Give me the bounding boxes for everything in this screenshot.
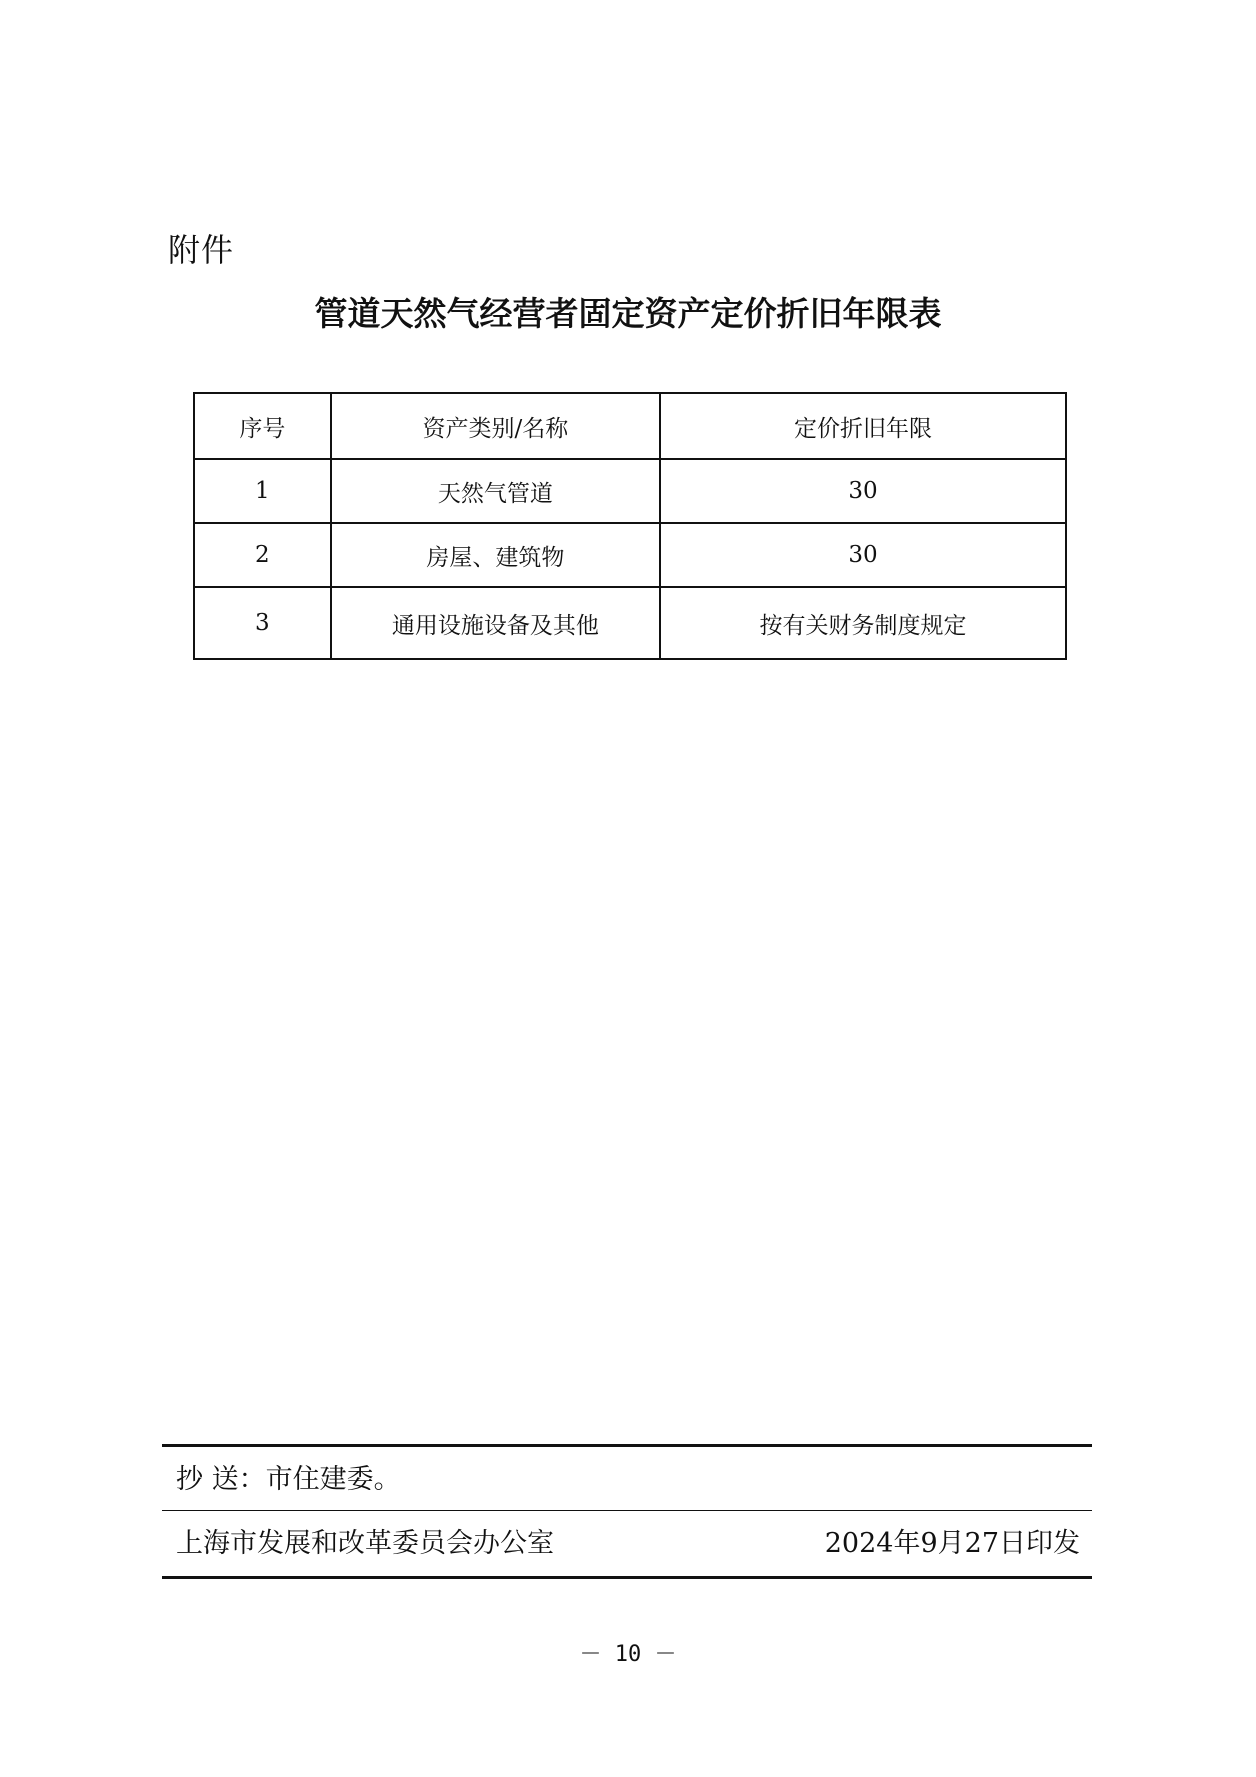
cell-serial-number: 1	[194, 459, 331, 523]
header-depreciation-years: 定价折旧年限	[660, 393, 1066, 459]
footer-rule-bottom	[162, 1576, 1092, 1579]
cell-depreciation-years: 30	[660, 459, 1066, 523]
depreciation-table	[193, 392, 1067, 660]
cell-depreciation-years: 30	[660, 523, 1066, 587]
cell-serial-number: 2	[194, 523, 331, 587]
cell-depreciation-years: 按有关财务制度规定	[660, 587, 1066, 659]
footer-rule-top	[162, 1444, 1092, 1447]
cell-asset-name: 通用设施设备及其他	[331, 587, 660, 659]
issue-date: 2024年9月27日印发	[824, 1528, 1080, 1559]
issuing-office: 上海市发展和改革委员会办公室	[176, 1528, 554, 1559]
footer-rule-middle	[162, 1510, 1092, 1511]
cell-asset-name: 房屋、建筑物	[331, 523, 660, 587]
table-header-row	[194, 393, 1066, 459]
page-number: － 10 －	[579, 1642, 677, 1667]
cc-line: 抄 送：市住建委。	[176, 1464, 401, 1495]
table-row	[194, 587, 1066, 659]
header-serial-number: 序号	[194, 393, 331, 459]
cell-asset-name: 天然气管道	[331, 459, 660, 523]
cell-serial-number: 3	[194, 587, 331, 659]
table-row	[194, 523, 1066, 587]
document-title: 管道天然气经营者固定资产定价折旧年限表	[314, 294, 942, 333]
attachment-label: 附件	[168, 231, 235, 269]
header-asset-category: 资产类别/名称	[331, 393, 660, 459]
table-row	[194, 459, 1066, 523]
